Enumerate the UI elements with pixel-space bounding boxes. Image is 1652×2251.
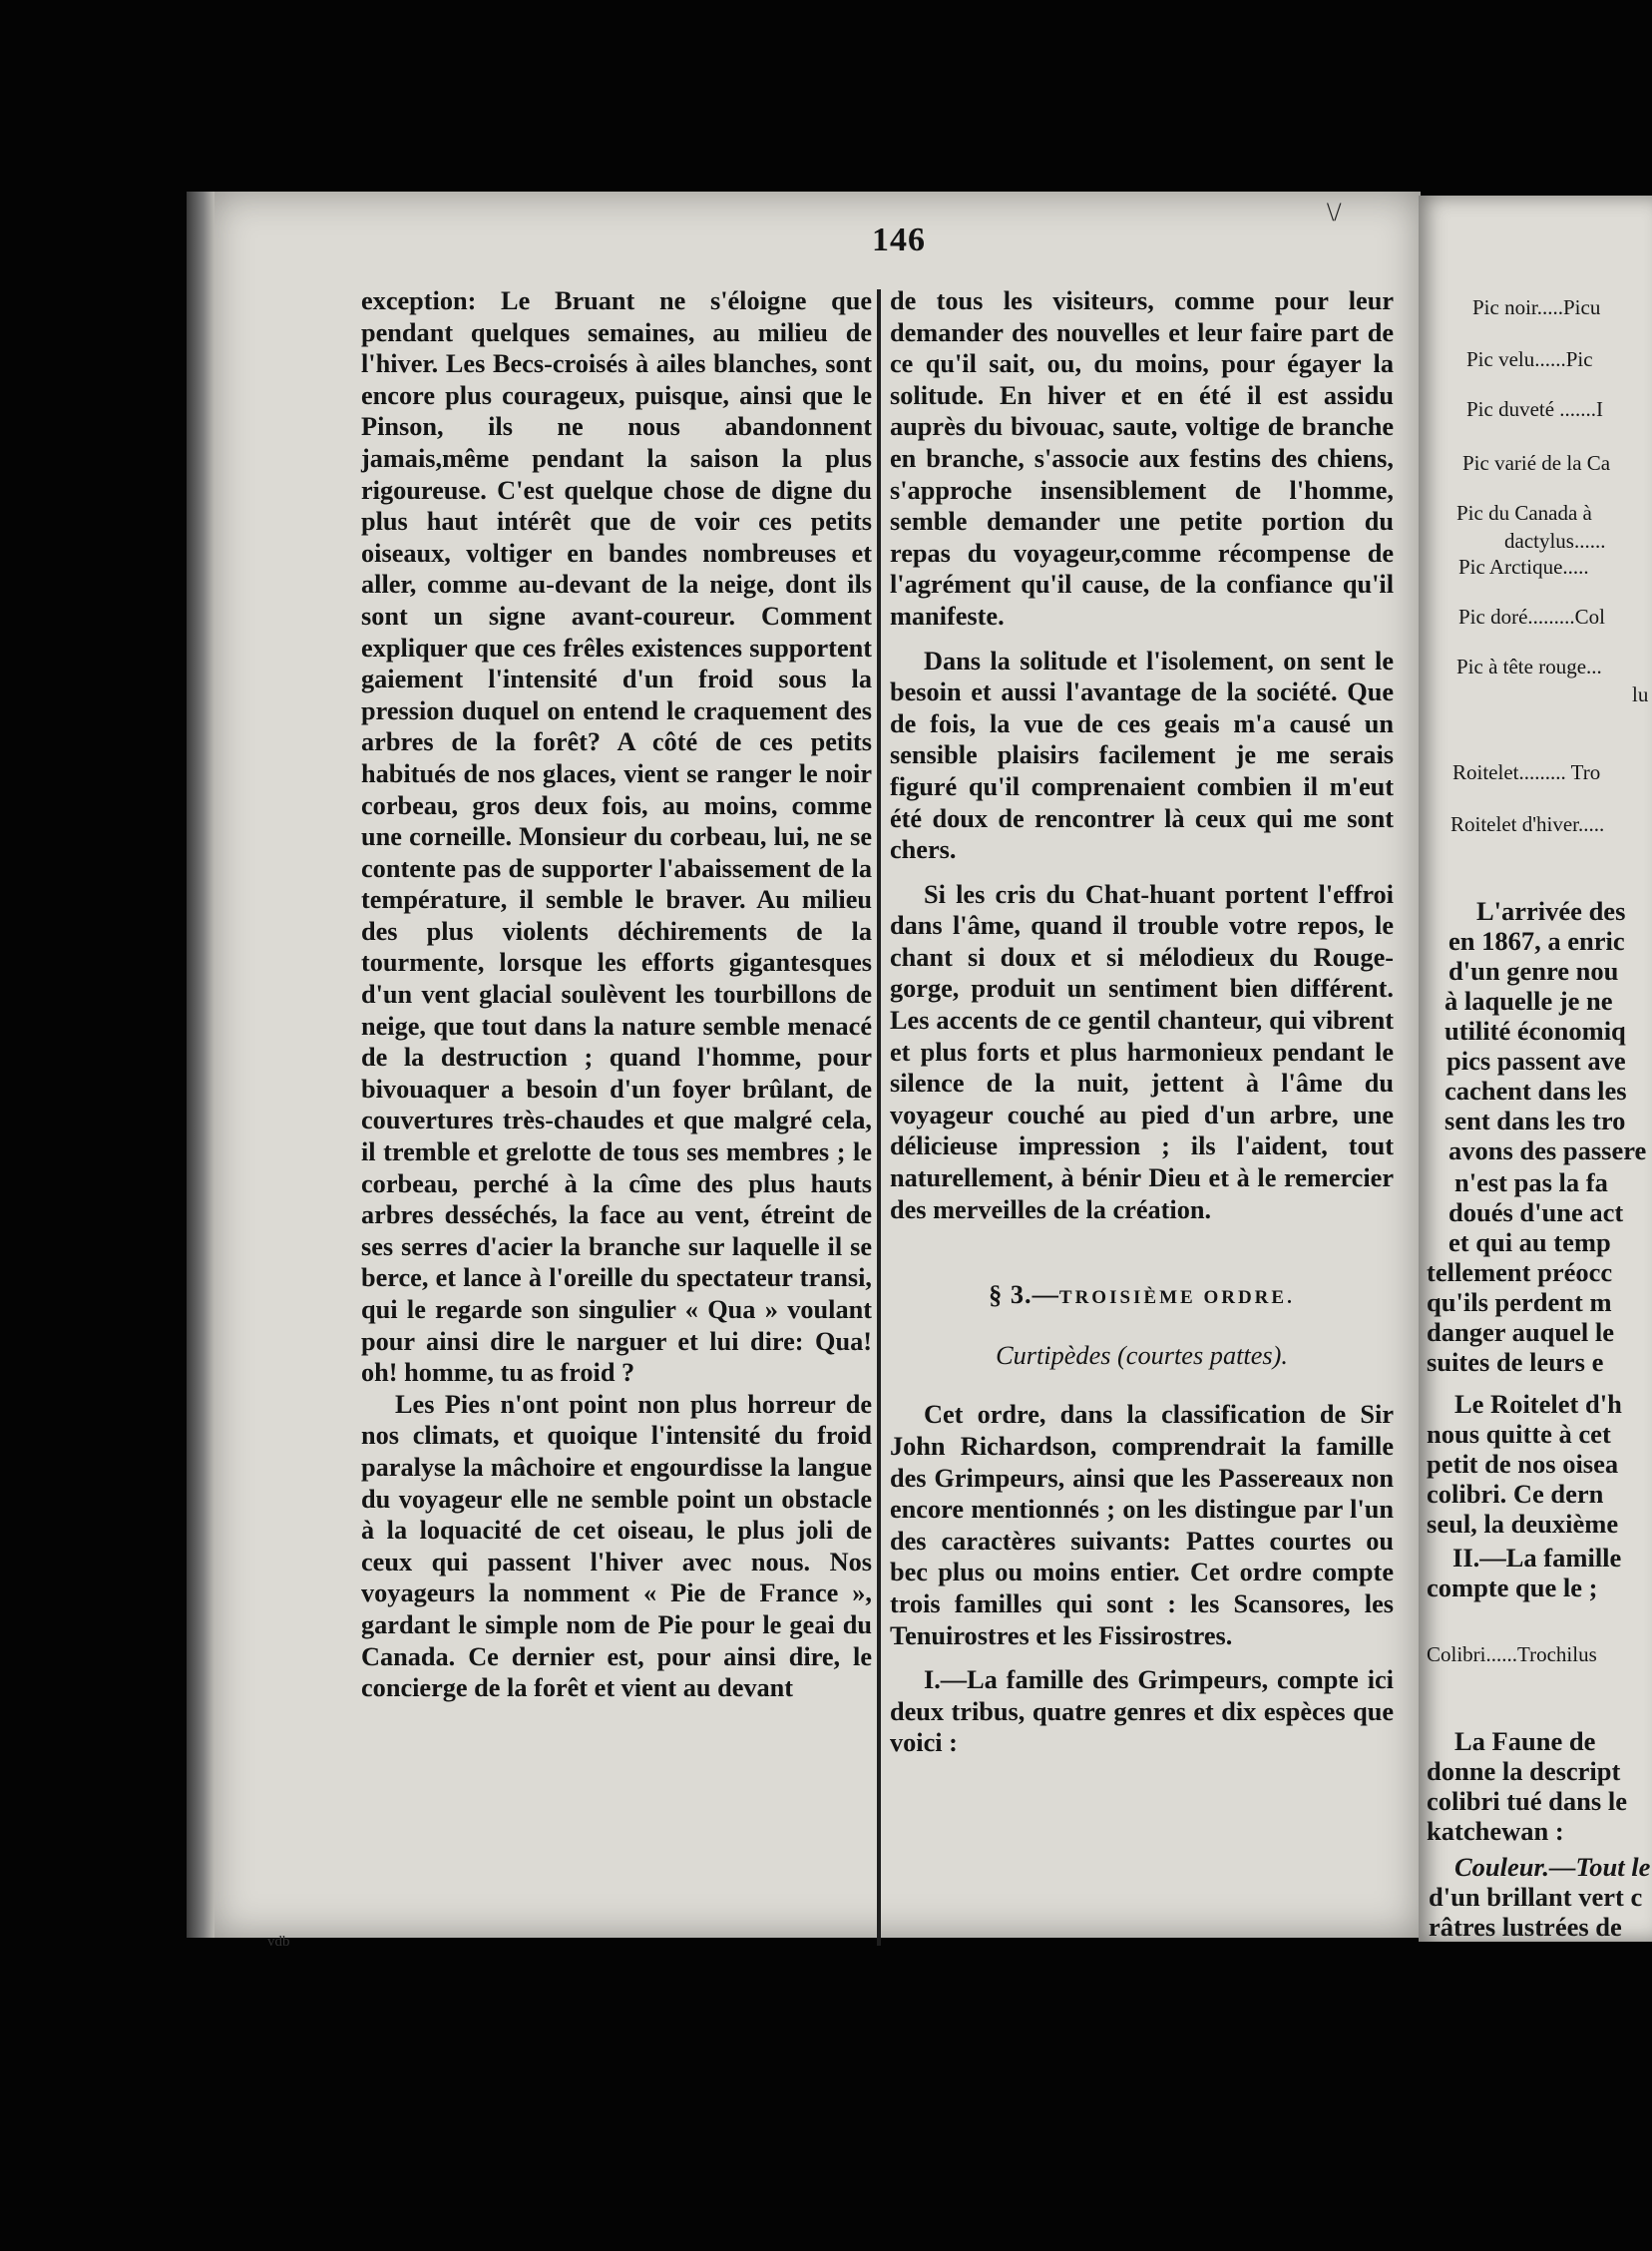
paragraph-grimpeurs: I.—La famille des Grimpeurs, compte ici deux tribus, quatre genres et dix espèces que voici :: [890, 1665, 1394, 1758]
fragment-text-line: utilité économiq: [1445, 1016, 1626, 1046]
paragraph-pies: Les Pies n'ont point non plus horreur de nos climats, et quoique l'intensité du froid paralyse la mâchoire et engourdisse la langue du voyageur elle ne semble point un obstacle à la loquacité de cet oiseau, le plus joli de ceux qui passent l'hiver avec nous. Nos voyageurs la nomment « Pie de France », gardant le simple nom de Pie pour le geai du Canada. Ce dernier est, pour ainsi dire, le concierge de la forêt et vient au devant: [361, 1389, 872, 1703]
column-divider: [877, 289, 881, 1946]
fragment-text-line: avons des passere: [1448, 1135, 1647, 1165]
fragment-text-line: et qui au temp: [1448, 1227, 1611, 1257]
species-line: Pic duveté .......I: [1466, 397, 1604, 421]
page-number: 146: [872, 222, 926, 258]
species-line: lu: [1632, 682, 1649, 706]
fragment-text-line: katchewan :: [1427, 1816, 1564, 1846]
fragment-text-line: petit de nos oisea: [1427, 1449, 1619, 1479]
paragraph-winter-birds: exception: Le Bruant ne s'éloigne que pendant quelques semaines, au milieu de l'hiver. Les Becs-croisés à ailes blanches, sont encore plus courageux, puisque, ainsi que le Pinson, ils ne nous abandonnent jamais,même pendant la saison la plus rigoureuse. C'est quelque chose de digne du plus haut intérêt que de voir ces petits oiseaux, voltiger en bandes nombreuses et aller, comme au-devant de la neige, dont ils sont un signe avant-coureur. Comment expliquer que ces frêles existences supportent gaiement l'intensité d'un froid sous la pression duquel on entend le craquement des arbres de la forêt? A côté de ces petits habitués de nos glaces, vient se ranger le noir corbeau, gros deux fois, au moins, comme une corneille. Monsieur du corbeau, lui, ne se contente pas de supporter l'abaissement de la température, il semble le braver. Au milieu des plus violents déchirements de la tourmente, lorsque les efforts gigantesques d'un vent glacial soulèvent les tourbillons de neige, que tout dans la nature semble menacé de la destruction ; quand l'homme, pour bivouaquer a besoin d'un foyer brûlant, de couvertures très-chaudes et que malgré cela, il tremble et grelotte de tous ses membres ; le corbeau, perché à la cîme des plus hauts arbres desséchés, la face au vent, étreint de ses serres d'acier la branche sur laquelle il se berce, et lance à l'oreille du spectateur transi, qui le regarde son singulier « Qua » voulant pour ainsi dire le narguer et lui dire: Qua! oh! homme, tu as froid ?: [361, 286, 872, 1388]
paragraph-solitude: Dans la solitude et l'isolement, on sent le besoin et aussi l'avantage de la société. Que de fois, la vue de ces geais m'a causé un sensible plaisirs facilement je me serais figuré qu'il comprenaient combien il m'eut été doux de rencontrer là ceux qui me sont chers.: [890, 646, 1394, 865]
fragment-text-line: tellement préocc: [1427, 1257, 1613, 1287]
fragment-text-line: colibri. Ce dern: [1427, 1479, 1604, 1509]
species-line: Pic varié de la Ca: [1462, 451, 1611, 475]
section-heading: [890, 1279, 1394, 1314]
fragment-text-line: d'un genre nou: [1448, 956, 1619, 986]
section-heading-number: § 3.—: [989, 1280, 1059, 1310]
fragment-text-line: qu'ils perdent m: [1427, 1287, 1612, 1317]
margin-mark: \/: [1327, 198, 1342, 226]
species-line: dactylus......: [1504, 529, 1606, 553]
fragment-text-line: sent dans les tro: [1445, 1106, 1626, 1135]
section-heading-title: TROISIÈME ORDRE.: [1058, 1287, 1295, 1309]
fragment-text-line: colibri tué dans le: [1427, 1786, 1627, 1816]
fragment-text-line: à laquelle je ne: [1445, 986, 1613, 1016]
fragment-text-line: seul, la deuxième: [1427, 1509, 1619, 1539]
paragraph-geai: de tous les visiteurs, comme pour leur demander des nouvelles et leur faire part de ce qu'il sait, ou, du moins, pour égayer la solitude. En hiver et en été il est assidu auprès du bivouac, saute, voltige de branche en branche, s'associe aux festins des chiens, s'approche insensiblement de l'homme, semble demander une petite portion du repas du voyageur,comme récompense de l'agrément qu'il cause, de la confiance qu'il manifeste.: [890, 286, 1394, 631]
fragment-text-line: d'un brillant vert c: [1429, 1882, 1643, 1912]
fragment-text-line: danger auquel le: [1427, 1317, 1614, 1347]
fragment-text-line: doués d'une act: [1448, 1197, 1624, 1227]
fragment-text-line: nous quitte à cet: [1427, 1419, 1611, 1449]
fragment-text-line: Le Roitelet d'h: [1454, 1389, 1622, 1419]
fragment-text-line: II.—La famille: [1452, 1543, 1622, 1573]
section-subheading: Curtipèdes (courtes pattes).: [996, 1340, 1288, 1370]
species-line: Pic noir.....Picu: [1472, 295, 1601, 319]
fragment-text-line: donne la descript: [1427, 1756, 1621, 1786]
paragraph-rouge-gorge: Si les cris du Chat-huant portent l'effroi dans l'âme, quand il trouble votre repos, le chant si doux et si mélodieux du Rouge-gorge, produit un sentiment bien différent. Les accents de ce gentil chanteur, qui vibrent et plus forts et plus harmonieux pendant le silence de la nuit, jettent à l'âme du voyageur couché au pied d'un arbre, une délicieuse impression ; ils l'aident, tout naturellement, à bénir Dieu et à le remercier des merveilles de la création.: [890, 879, 1394, 1224]
species-line: Pic à tête rouge...: [1456, 655, 1602, 678]
fragment-text-line: râtres lustrées de: [1429, 1912, 1622, 1942]
species-line: Roitelet d'hiver.....: [1450, 812, 1605, 836]
species-line: Roitelet......... Tro: [1452, 760, 1601, 784]
fragment-text-line: suites de leurs e: [1427, 1347, 1604, 1377]
scan-stamp: vdb: [267, 1934, 290, 1950]
fragment-text-line: compte que le ;: [1427, 1573, 1598, 1602]
fragment-text-line: pics passent ave: [1446, 1046, 1626, 1076]
fragment-text-line: L'arrivée des: [1476, 896, 1626, 926]
paragraph-order-description: Cet ordre, dans la classification de Sir John Richardson, comprendrait la famille des Grimpeurs, ainsi que les Passereaux non encore mentionnés ; on les distingue par l'un des caractères suivants: Pattes courtes ou bec plus ou moins entier. Cet ordre compte trois familles qui sont : les Scansores, les Tenuirostres et les Fissirostres.: [890, 1400, 1394, 1650]
species-line: Pic du Canada à: [1456, 501, 1592, 525]
fragment-text-line: La Faune de: [1454, 1726, 1596, 1756]
middle-text-column: [890, 285, 1394, 1759]
fragment-text-line: Colibri......Trochilus: [1427, 1642, 1597, 1666]
fragment-text-line: cachent dans les: [1445, 1076, 1627, 1106]
species-line: Pic doré.........Col: [1458, 605, 1605, 629]
fragment-text-line: en 1867, a enric: [1448, 926, 1625, 956]
species-line: Pic Arctique.....: [1458, 555, 1589, 579]
left-text-column: [361, 285, 872, 1704]
fragment-text-line: n'est pas la fa: [1454, 1167, 1608, 1197]
fragment-text-line: Couleur.—Tout le: [1454, 1852, 1651, 1882]
species-line: Pic velu......Pic: [1466, 347, 1593, 371]
